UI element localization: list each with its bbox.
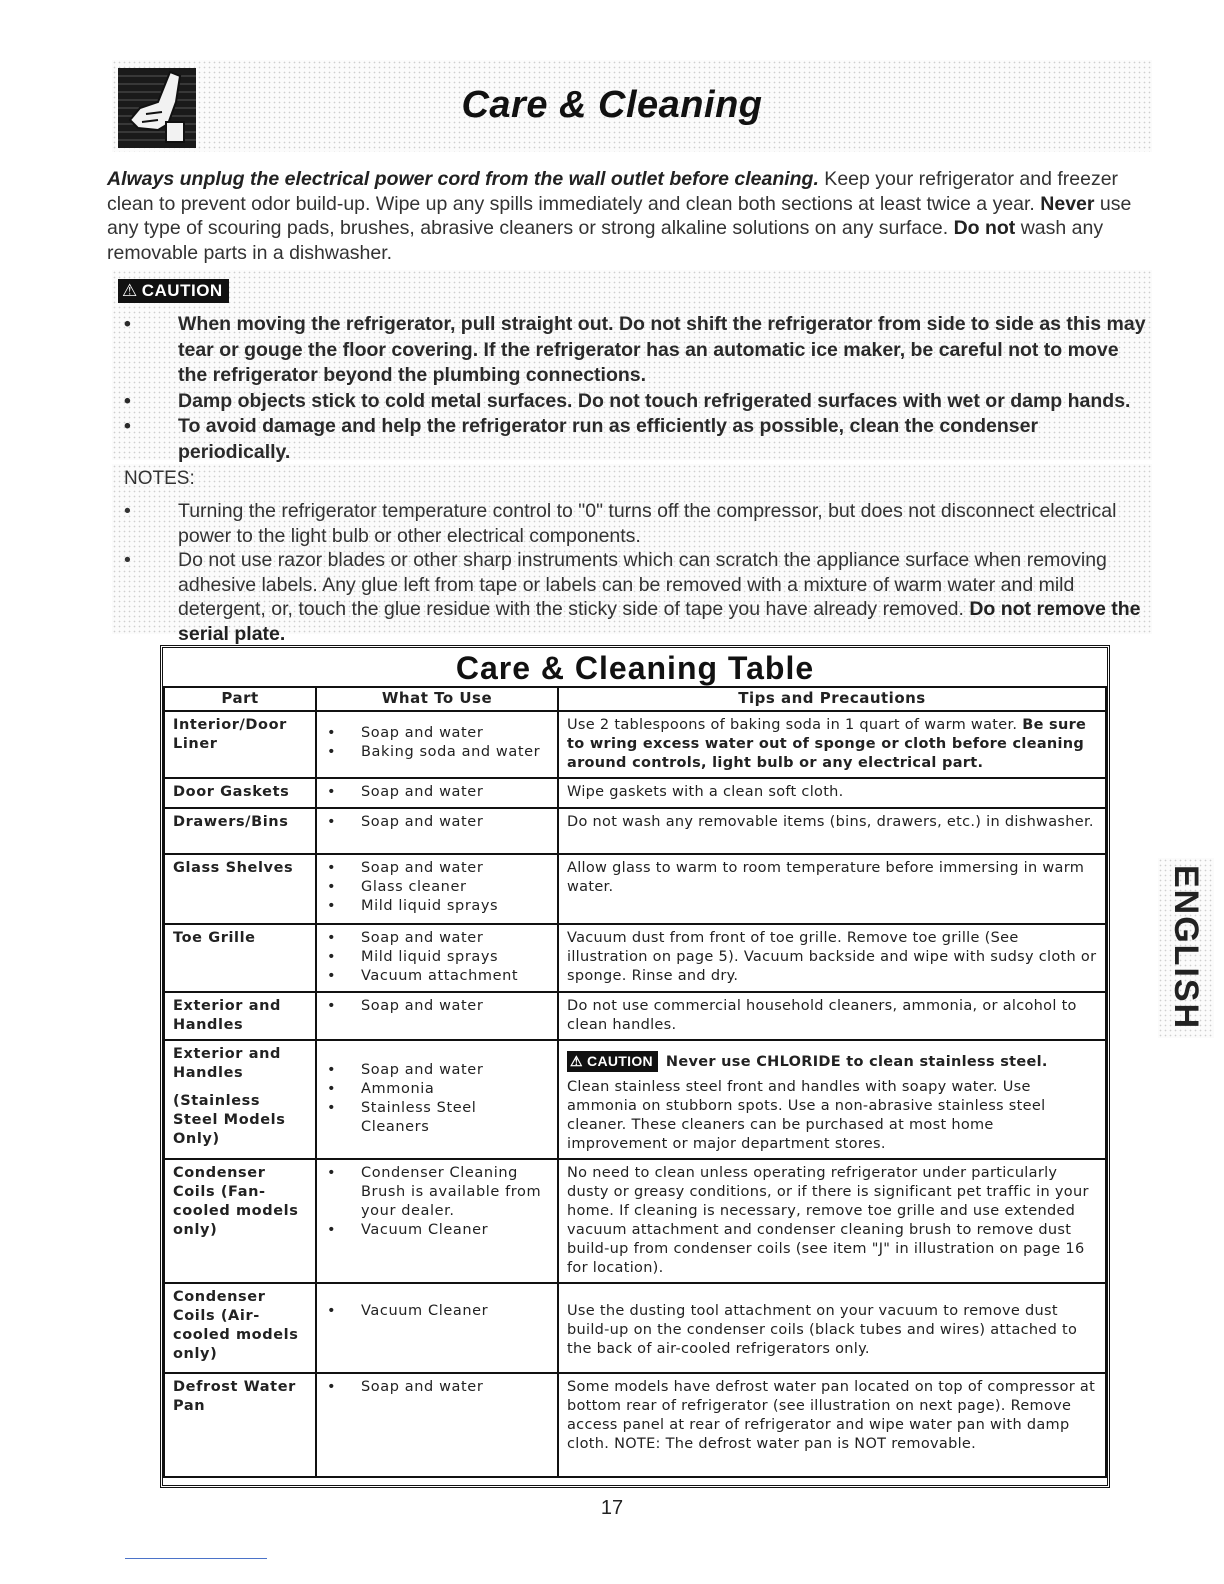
table-row <box>164 992 1106 1040</box>
tips-cell: Some models have defrost water pan located on top of compressor at bottom rear of refrigerator (see illustration on next page). Remove access panel at rear of refrigerator and wipe water pan with damp cloth. NOTE: The defrost water pan is NOT removable. <box>558 1373 1106 1477</box>
notes-heading: NOTES: <box>124 468 195 489</box>
note-item: • Do not use razor blades or other sharp instruments which can scratch the appliance surface when removing adhesive labels. Any glue left from tape or labels can be removed with a mixture of warm water and mild detergent, or, touch the glue residue with the sticky side of tape you have already removed. Do not remove the serial plate. <box>120 548 1150 646</box>
table-row <box>164 1159 1106 1283</box>
care-cleaning-table <box>163 686 1107 1478</box>
tips-cell: Wipe gaskets with a clean soft cloth. <box>558 778 1106 808</box>
use-item: • Soap and water <box>325 929 549 948</box>
tips-bold: Be sure to wring excess water out of sponge or cloth before cleaning around controls, light bulb or any electrical part. <box>567 717 1087 771</box>
use-item: • Vacuum Cleaner <box>325 1221 549 1240</box>
tips-cell: Allow glass to warm to room temperature before immersing in warm water. <box>558 854 1106 924</box>
tips-cell: Use 2 tablespoons of baking soda in 1 quart of warm water. Be sure to wring excess water out of sponge or cloth before cleaning around controls, light bulb or any electrical part. <box>558 711 1106 778</box>
use-item: • Soap and water <box>325 1378 549 1397</box>
use-cell <box>316 711 558 778</box>
table-row <box>164 711 1106 778</box>
intro-text-2: use any type of scouring pads, brushes, abrasive cleaners or strong alkaline solutions on any surface. <box>107 192 1132 239</box>
page-title: Care & Cleaning <box>461 84 763 126</box>
table-header-row <box>164 687 1106 711</box>
part-cell: Toe Grille <box>164 924 316 992</box>
part-cell: Interior/Door Liner <box>164 711 316 778</box>
use-item: • Vacuum Cleaner <box>325 1302 549 1321</box>
column-header: What To Use <box>316 687 558 711</box>
use-cell <box>316 992 558 1040</box>
table-row <box>164 808 1106 854</box>
table-row <box>164 1283 1106 1373</box>
care-table-frame <box>160 645 1110 1488</box>
use-cell <box>316 808 558 854</box>
use-item: • Stainless Steel Cleaners <box>325 1099 549 1137</box>
use-item: • Mild liquid sprays <box>325 948 549 967</box>
use-cell <box>316 854 558 924</box>
part-cell: Glass Shelves <box>164 854 316 924</box>
use-cell <box>316 1373 558 1477</box>
use-item: • Vacuum attachment <box>325 967 549 986</box>
intro-donot: Do not <box>953 217 1016 239</box>
caution-badge: ⚠ CAUTION <box>118 279 229 303</box>
column-header: Tips and Precautions <box>558 687 1106 711</box>
tips-cell: Use the dusting tool attachment on your vacuum to remove dust build-up on the condenser coils (black tubes and wires) attached to the back of air-cooled refrigerators only. <box>558 1283 1106 1373</box>
use-cell <box>316 778 558 808</box>
use-cell <box>316 1283 558 1373</box>
use-item: • Soap and water <box>325 813 549 832</box>
table-row <box>164 1373 1106 1477</box>
part-name: Exterior and Handles <box>173 1046 281 1081</box>
intro-text-3: wash any removable parts in a dishwasher. <box>107 217 1104 264</box>
language-tab-label: ENGLISH <box>1167 865 1205 1031</box>
part-cell: Defrost Water Pan <box>164 1373 316 1477</box>
table-title: Care & Cleaning Table <box>455 650 815 686</box>
footer-rule <box>125 1558 267 1559</box>
use-item: • Baking soda and water <box>325 743 549 762</box>
use-item: • Soap and water <box>325 859 549 878</box>
use-item: • Soap and water <box>325 1061 549 1080</box>
table-row <box>164 924 1106 992</box>
part-cell: Condenser Coils (Air-cooled models only) <box>164 1283 316 1373</box>
tips-cell: Do not wash any removable items (bins, drawers, etc.) in dishwasher. <box>558 808 1106 854</box>
warning-triangle-icon: ⚠ <box>122 281 138 300</box>
use-item: • Soap and water <box>325 997 549 1016</box>
tips-cell: Do not use commercial household cleaners, ammonia, or alcohol to clean handles. <box>558 992 1106 1040</box>
part-cell: Drawers/Bins <box>164 808 316 854</box>
note-bold: Do not remove the serial plate. <box>178 598 1141 645</box>
part-subtitle: (Stainless Steel Models Only) <box>173 1093 286 1147</box>
use-item: • Condenser Cleaning Brush is available from your dealer. <box>325 1164 549 1221</box>
tips-cell: Vacuum dust from front of toe grille. Remove toe grille (See illustration on page 5). Vacuum backside and wipe with sudsy cloth or sponge. Rinse and dry. <box>558 924 1106 992</box>
part-cell: Condenser Coils (Fan-cooled models only) <box>164 1159 316 1283</box>
part-cell <box>164 1040 316 1159</box>
tips-text: Clean stainless steel front and handles with soapy water. Use ammonia on stubborn spots. Use a non-abrasive stainless steel cleaner. These cleaners can be purchased at most home improvement or major department stores. <box>567 1079 1046 1152</box>
table-row <box>164 1040 1106 1159</box>
use-item: • Glass cleaner <box>325 878 549 897</box>
caution-item: • Damp objects stick to cold metal surfaces. Do not touch refrigerated surfaces with wet or damp hands. <box>120 389 1150 415</box>
note-item: • Turning the refrigerator temperature control to "0" turns off the compressor, but does not disconnect electrical power to the light bulb or other electrical components. <box>120 499 1150 548</box>
column-header: Part <box>164 687 316 711</box>
page-number: 17 <box>600 1497 624 1519</box>
table-row <box>164 854 1106 924</box>
intro-paragraph <box>107 167 1155 265</box>
tips-cell: No need to clean unless operating refrigerator under particularly dusty or greasy conditions, or if there is significant pet traffic in your home. If cleaning is necessary, remove toe grille and use extended vacuum attachment and condenser cleaning brush to remove dust build-up from condenser coils (see item "J" in illustration on page 16 for location). <box>558 1159 1106 1283</box>
caution-badge-small: ⚠ CAUTION <box>567 1051 658 1072</box>
part-cell: Door Gaskets <box>164 778 316 808</box>
tips-cell <box>558 1040 1106 1159</box>
caution-item: • To avoid damage and help the refrigerator run as efficiently as possible, clean the condenser periodically. <box>120 414 1150 465</box>
use-item: • Mild liquid sprays <box>325 897 549 916</box>
use-item: • Soap and water <box>325 724 549 743</box>
intro-lead: Always unplug the electrical power cord from the wall outlet before cleaning. <box>107 168 819 190</box>
part-cell: Exterior and Handles <box>164 992 316 1040</box>
caution-item: • When moving the refrigerator, pull straight out. Do not shift the refrigerator from side to side as this may tear or gouge the floor covering. If the refrigerator has an automatic ice maker, be careful not to move the refrigerator beyond the plumbing connections. <box>120 312 1150 389</box>
intro-text-1: Keep your refrigerator and freezer clean to prevent odor build-up. Wipe up any spills immediately and clean both sections at least twice a year. <box>107 168 1119 215</box>
use-cell <box>316 924 558 992</box>
intro-never: Never <box>1040 192 1095 215</box>
table-row <box>164 778 1106 808</box>
use-item: • Soap and water <box>325 783 549 802</box>
notes-list <box>120 499 1150 646</box>
use-cell <box>316 1159 558 1283</box>
use-cell <box>316 1040 558 1159</box>
use-item: • Ammonia <box>325 1080 549 1099</box>
tips-bold: Never use CHLORIDE to clean stainless steel. <box>665 1054 1048 1070</box>
